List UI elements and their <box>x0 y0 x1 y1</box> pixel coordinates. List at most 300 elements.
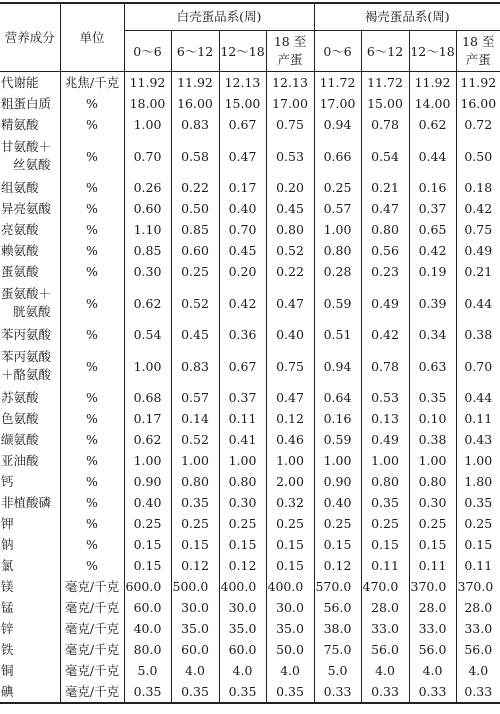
value-cell: 0.57 <box>314 198 361 219</box>
value-cell: 0.44 <box>464 390 493 405</box>
unit-cell: 毫克/千克 <box>60 618 124 639</box>
value-cell: 0.45 <box>171 324 219 345</box>
value-cell: 0.37 <box>409 198 456 219</box>
value-cell: 0.94 <box>314 345 361 387</box>
value-cell: 0.34 <box>409 324 456 345</box>
value-cell: 400.0 <box>219 576 266 597</box>
value-cell: 0.33 <box>314 681 361 703</box>
value-cell: 0.50 <box>171 198 219 219</box>
value-cell: 17.00 <box>314 93 361 114</box>
value-cell: 0.65 <box>409 219 456 240</box>
nutrient-name-line1: 甘氨酸＋ <box>1 139 52 154</box>
value-cell: 0.47 <box>361 198 409 219</box>
value-cell: 0.35 <box>171 681 219 703</box>
week-header-white-3: 12～18 <box>219 31 266 72</box>
nutrient-name: 钙 <box>0 471 60 492</box>
value-cell: 1.00 <box>464 453 493 468</box>
nutrient-name: 色氨酸 <box>0 408 60 429</box>
unit-cell: 毫克/千克 <box>60 681 124 703</box>
value-cell: 0.15 <box>361 534 409 555</box>
value-cell: 56.0 <box>464 642 493 657</box>
table-row <box>0 72 500 94</box>
value-cell: 0.25 <box>409 513 456 534</box>
table-row <box>0 597 500 618</box>
unit-cell: % <box>60 471 124 492</box>
value-cell: 0.12 <box>171 555 219 576</box>
unit-cell: % <box>60 408 124 429</box>
value-cell: 0.30 <box>219 492 266 513</box>
value-cell: 0.53 <box>361 387 409 408</box>
value-cell: 1.00 <box>314 450 361 471</box>
value-cell: 1.00 <box>361 450 409 471</box>
table-row <box>0 282 500 324</box>
nutrient-name-line1: 苯丙氨酸 <box>1 349 52 364</box>
value-cell: 0.35 <box>124 681 171 703</box>
value-cell: 0.20 <box>266 177 314 198</box>
group-header-white-shell: 白壳蛋品系(周) <box>124 3 314 31</box>
unit-cell: 兆焦/千克 <box>60 72 124 94</box>
value-cell: 0.20 <box>219 261 266 282</box>
value-cell: 50.0 <box>266 639 314 660</box>
nutrient-name: 组氨酸 <box>0 177 60 198</box>
value-cell: 33.0 <box>464 621 493 636</box>
value-cell: 56.0 <box>409 639 456 660</box>
table-body <box>0 72 500 704</box>
value-cell: 0.11 <box>361 555 409 576</box>
value-cell: 2.00 <box>266 471 314 492</box>
table-row <box>0 345 500 387</box>
value-cell: 0.25 <box>314 177 361 198</box>
value-cell: 4.0 <box>468 663 489 678</box>
value-cell: 0.58 <box>171 135 219 177</box>
value-cell: 0.38 <box>409 429 456 450</box>
unit-cell: % <box>60 261 124 282</box>
value-cell: 18.00 <box>124 93 171 114</box>
value-cell: 0.21 <box>464 264 493 279</box>
value-cell: 11.92 <box>409 72 456 94</box>
value-cell: 0.32 <box>266 492 314 513</box>
unit-cell: % <box>60 492 124 513</box>
value-cell: 0.37 <box>219 387 266 408</box>
value-cell: 33.0 <box>409 618 456 639</box>
week-header-white-4-top: 18 至 <box>273 34 307 49</box>
value-cell: 0.33 <box>361 681 409 703</box>
nutrient-name: 亚油酸 <box>0 450 60 471</box>
value-cell: 0.15 <box>124 534 171 555</box>
table-row <box>0 429 500 450</box>
nutrient-name: 铜 <box>0 660 60 681</box>
value-cell: 35.0 <box>266 618 314 639</box>
nutrient-name-line2: 胱氨酸 <box>13 304 51 319</box>
value-cell: 0.39 <box>409 282 456 324</box>
nutrient-name: 代谢能 <box>0 72 60 94</box>
value-cell: 0.15 <box>266 534 314 555</box>
value-cell: 0.62 <box>124 429 171 450</box>
value-cell: 1.00 <box>266 450 314 471</box>
value-cell: 0.57 <box>171 387 219 408</box>
week-header-brown-1: 0～6 <box>314 31 361 72</box>
value-cell: 0.80 <box>219 471 266 492</box>
value-cell: 0.70 <box>124 135 171 177</box>
nutrient-name: 镁 <box>0 576 60 597</box>
value-cell: 370.0 <box>409 576 456 597</box>
value-cell: 0.33 <box>456 681 500 703</box>
value-cell: 80.0 <box>124 639 171 660</box>
value-cell: 0.25 <box>124 513 171 534</box>
nutrient-name: 赖氨酸 <box>0 240 60 261</box>
unit-cell: % <box>60 282 124 324</box>
unit-cell: % <box>60 450 124 471</box>
value-cell: 0.13 <box>361 408 409 429</box>
value-cell: 0.42 <box>219 282 266 324</box>
value-cell: 0.22 <box>266 261 314 282</box>
value-cell: 0.38 <box>464 327 493 342</box>
value-cell: 0.25 <box>361 513 409 534</box>
value-cell: 0.75 <box>266 114 314 135</box>
value-cell: 1.00 <box>124 114 171 135</box>
value-cell: 0.72 <box>464 117 493 132</box>
value-cell: 0.23 <box>361 261 409 282</box>
nutrient-name <box>0 135 60 177</box>
value-cell: 0.60 <box>171 240 219 261</box>
value-cell: 0.90 <box>124 471 171 492</box>
unit-cell: % <box>60 240 124 261</box>
unit-cell: 毫克/千克 <box>60 576 124 597</box>
value-cell: 0.43 <box>464 432 493 447</box>
value-cell: 15.00 <box>361 93 409 114</box>
value-cell: 30.0 <box>219 597 266 618</box>
value-cell: 30.0 <box>266 597 314 618</box>
nutrient-name-line1: 蛋氨酸＋ <box>1 286 52 301</box>
column-header-nutrient: 营养成分 <box>0 3 60 72</box>
value-cell: 0.11 <box>464 558 493 573</box>
unit-cell: % <box>60 198 124 219</box>
unit-cell: % <box>60 219 124 240</box>
nutrient-requirements-table <box>0 2 500 704</box>
week-header-brown-4-bottom: 产蛋 <box>465 52 491 67</box>
value-cell: 60.0 <box>219 639 266 660</box>
nutrient-name: 铁 <box>0 639 60 660</box>
value-cell: 4.0 <box>266 660 314 681</box>
week-header-white-4 <box>266 31 314 72</box>
value-cell: 56.0 <box>314 597 361 618</box>
value-cell: 17.00 <box>266 93 314 114</box>
value-cell: 0.12 <box>314 555 361 576</box>
value-cell: 1.10 <box>124 219 171 240</box>
value-cell: 0.26 <box>124 177 171 198</box>
value-cell: 0.47 <box>219 135 266 177</box>
value-cell: 33.0 <box>361 618 409 639</box>
value-cell: 1.00 <box>219 450 266 471</box>
value-cell: 0.40 <box>219 198 266 219</box>
value-cell: 0.70 <box>464 358 493 374</box>
value-cell: 16.00 <box>460 96 497 111</box>
nutrient-name: 锌 <box>0 618 60 639</box>
value-cell: 0.30 <box>409 492 456 513</box>
value-cell: 4.0 <box>219 660 266 681</box>
value-cell: 0.80 <box>171 471 219 492</box>
value-cell: 0.30 <box>124 261 171 282</box>
value-cell: 0.80 <box>314 240 361 261</box>
unit-cell: % <box>60 345 124 387</box>
value-cell: 0.62 <box>124 282 171 324</box>
group-header-brown-shell: 褐壳蛋品系(周) <box>314 3 500 31</box>
value-cell: 0.46 <box>266 429 314 450</box>
value-cell: 0.45 <box>266 198 314 219</box>
value-cell: 0.42 <box>464 201 493 216</box>
unit-cell: % <box>60 387 124 408</box>
value-cell: 0.68 <box>124 387 171 408</box>
week-header-white-2: 6～12 <box>171 31 219 72</box>
value-cell: 0.35 <box>266 681 314 703</box>
value-cell: 0.60 <box>124 198 171 219</box>
value-cell: 0.42 <box>361 324 409 345</box>
value-cell: 0.25 <box>219 513 266 534</box>
table-row <box>0 177 500 198</box>
value-cell: 0.15 <box>171 534 219 555</box>
value-cell: 4.0 <box>409 660 456 681</box>
table-row <box>0 471 500 492</box>
week-header-brown-3: 12～18 <box>409 31 456 72</box>
value-cell: 0.42 <box>409 240 456 261</box>
value-cell: 0.75 <box>266 345 314 387</box>
unit-cell: % <box>60 429 124 450</box>
value-cell: 0.44 <box>409 135 456 177</box>
value-cell: 0.12 <box>266 408 314 429</box>
value-cell: 35.0 <box>171 618 219 639</box>
value-cell: 0.15 <box>266 555 314 576</box>
value-cell: 0.56 <box>361 240 409 261</box>
nutrient-table-container <box>0 2 500 704</box>
value-cell: 0.36 <box>219 324 266 345</box>
value-cell: 0.25 <box>464 516 493 531</box>
value-cell: 0.16 <box>314 408 361 429</box>
unit-cell: % <box>60 555 124 576</box>
nutrient-name: 精氨酸 <box>0 114 60 135</box>
value-cell: 0.49 <box>361 429 409 450</box>
table-row <box>0 240 500 261</box>
table-row <box>0 555 500 576</box>
value-cell: 1.00 <box>409 450 456 471</box>
value-cell: 0.94 <box>314 114 361 135</box>
value-cell: 0.67 <box>219 345 266 387</box>
value-cell: 0.50 <box>464 148 493 164</box>
value-cell: 28.0 <box>409 597 456 618</box>
unit-cell: % <box>60 177 124 198</box>
value-cell: 0.67 <box>219 114 266 135</box>
value-cell: 0.22 <box>171 177 219 198</box>
nutrient-name: 锰 <box>0 597 60 618</box>
week-header-white-4-bottom: 产蛋 <box>277 52 303 67</box>
unit-cell: % <box>60 114 124 135</box>
value-cell: 14.00 <box>409 93 456 114</box>
value-cell: 0.52 <box>266 240 314 261</box>
table-row <box>0 618 500 639</box>
table-row <box>0 114 500 135</box>
value-cell: 370.0 <box>457 579 494 594</box>
value-cell: 0.64 <box>314 387 361 408</box>
value-cell: 0.62 <box>409 114 456 135</box>
value-cell: 0.35 <box>219 681 266 703</box>
value-cell: 0.15 <box>219 534 266 555</box>
week-header-white-1: 0～6 <box>124 31 171 72</box>
value-cell: 0.54 <box>361 135 409 177</box>
value-cell: 0.17 <box>219 177 266 198</box>
value-cell: 0.25 <box>266 513 314 534</box>
value-cell: 0.52 <box>171 282 219 324</box>
value-cell: 1.00 <box>124 345 171 387</box>
unit-cell: % <box>60 534 124 555</box>
table-row <box>0 219 500 240</box>
value-cell: 0.12 <box>219 555 266 576</box>
value-cell: 0.40 <box>314 492 361 513</box>
nutrient-name: 异亮氨酸 <box>0 198 60 219</box>
unit-cell: % <box>60 135 124 177</box>
table-row <box>0 135 500 177</box>
value-cell: 0.11 <box>464 411 493 426</box>
value-cell: 0.80 <box>266 219 314 240</box>
value-cell: 0.70 <box>219 219 266 240</box>
value-cell: 0.52 <box>171 429 219 450</box>
value-cell: 0.59 <box>314 429 361 450</box>
value-cell: 0.85 <box>171 219 219 240</box>
nutrient-name: 碘 <box>0 681 60 703</box>
value-cell: 12.13 <box>219 72 266 94</box>
table-row <box>0 534 500 555</box>
value-cell: 16.00 <box>171 93 219 114</box>
week-header-brown-4-top: 18 至 <box>462 34 495 49</box>
value-cell: 0.35 <box>464 495 493 510</box>
unit-cell: % <box>60 324 124 345</box>
value-cell: 5.0 <box>314 660 361 681</box>
nutrient-name: 亮氨酸 <box>0 219 60 240</box>
table-row <box>0 660 500 681</box>
value-cell: 0.83 <box>171 114 219 135</box>
value-cell: 0.25 <box>171 261 219 282</box>
value-cell: 0.35 <box>361 492 409 513</box>
nutrient-name: 非植酸磷 <box>0 492 60 513</box>
nutrient-name: 苏氨酸 <box>0 387 60 408</box>
value-cell: 4.0 <box>361 660 409 681</box>
value-cell: 0.75 <box>464 222 493 237</box>
value-cell: 28.0 <box>361 597 409 618</box>
value-cell: 1.00 <box>124 450 171 471</box>
value-cell: 0.35 <box>409 387 456 408</box>
nutrient-name: 粗蛋白质 <box>0 93 60 114</box>
value-cell: 35.0 <box>219 618 266 639</box>
nutrient-name: 钾 <box>0 513 60 534</box>
value-cell: 0.19 <box>409 261 456 282</box>
unit-cell: 毫克/千克 <box>60 639 124 660</box>
week-header-brown-4 <box>456 31 500 72</box>
nutrient-name: 缬氨酸 <box>0 429 60 450</box>
value-cell: 0.25 <box>314 513 361 534</box>
table-header <box>0 3 500 72</box>
value-cell: 0.80 <box>361 219 409 240</box>
nutrient-name: 钠 <box>0 534 60 555</box>
value-cell: 60.0 <box>171 639 219 660</box>
table-row <box>0 198 500 219</box>
unit-cell: 毫克/千克 <box>60 597 124 618</box>
value-cell: 0.35 <box>171 492 219 513</box>
unit-cell: 毫克/千克 <box>60 660 124 681</box>
value-cell: 11.92 <box>124 72 171 94</box>
nutrient-name-line2: 丝氨酸 <box>13 157 51 172</box>
value-cell: 0.78 <box>361 114 409 135</box>
table-row <box>0 408 500 429</box>
nutrient-name: 蛋氨酸 <box>0 261 60 282</box>
value-cell: 0.49 <box>464 243 493 258</box>
value-cell: 0.15 <box>409 534 456 555</box>
value-cell: 0.78 <box>361 345 409 387</box>
value-cell: 1.00 <box>314 219 361 240</box>
unit-cell: % <box>60 513 124 534</box>
value-cell: 11.92 <box>460 75 497 90</box>
value-cell: 0.85 <box>124 240 171 261</box>
value-cell: 15.00 <box>219 93 266 114</box>
table-row <box>0 576 500 597</box>
value-cell: 0.25 <box>171 513 219 534</box>
value-cell: 570.0 <box>314 576 361 597</box>
value-cell: 28.0 <box>464 600 493 615</box>
value-cell: 4.0 <box>171 660 219 681</box>
value-cell: 0.15 <box>124 555 171 576</box>
value-cell: 0.53 <box>266 135 314 177</box>
value-cell: 0.63 <box>409 345 456 387</box>
value-cell: 0.80 <box>361 471 409 492</box>
value-cell: 0.21 <box>361 177 409 198</box>
value-cell: 500.0 <box>171 576 219 597</box>
value-cell: 40.0 <box>124 618 171 639</box>
value-cell: 0.40 <box>266 324 314 345</box>
value-cell: 0.33 <box>409 681 456 703</box>
table-row <box>0 513 500 534</box>
value-cell: 0.41 <box>219 429 266 450</box>
table-row <box>0 492 500 513</box>
unit-cell: % <box>60 93 124 114</box>
week-header-brown-2: 6～12 <box>361 31 409 72</box>
value-cell: 0.15 <box>464 537 493 552</box>
value-cell: 0.90 <box>314 471 361 492</box>
value-cell: 0.80 <box>409 471 456 492</box>
nutrient-name <box>0 282 60 324</box>
value-cell: 0.11 <box>409 555 456 576</box>
value-cell: 5.0 <box>124 660 171 681</box>
value-cell: 0.17 <box>124 408 171 429</box>
value-cell: 75.0 <box>314 639 361 660</box>
value-cell: 0.51 <box>314 324 361 345</box>
value-cell: 1.00 <box>171 450 219 471</box>
table-row <box>0 324 500 345</box>
value-cell: 0.44 <box>464 295 493 311</box>
value-cell: 0.40 <box>124 492 171 513</box>
value-cell: 0.10 <box>409 408 456 429</box>
value-cell: 600.0 <box>124 576 171 597</box>
value-cell: 0.14 <box>171 408 219 429</box>
value-cell: 12.13 <box>266 72 314 94</box>
table-row <box>0 450 500 471</box>
value-cell: 0.28 <box>314 261 361 282</box>
column-header-unit: 单位 <box>60 3 124 72</box>
value-cell: 0.83 <box>171 345 219 387</box>
table-row <box>0 639 500 660</box>
value-cell: 0.49 <box>361 282 409 324</box>
value-cell: 0.59 <box>314 282 361 324</box>
value-cell: 0.11 <box>219 408 266 429</box>
value-cell: 0.47 <box>266 282 314 324</box>
value-cell: 0.54 <box>124 324 171 345</box>
nutrient-name: 氯 <box>0 555 60 576</box>
